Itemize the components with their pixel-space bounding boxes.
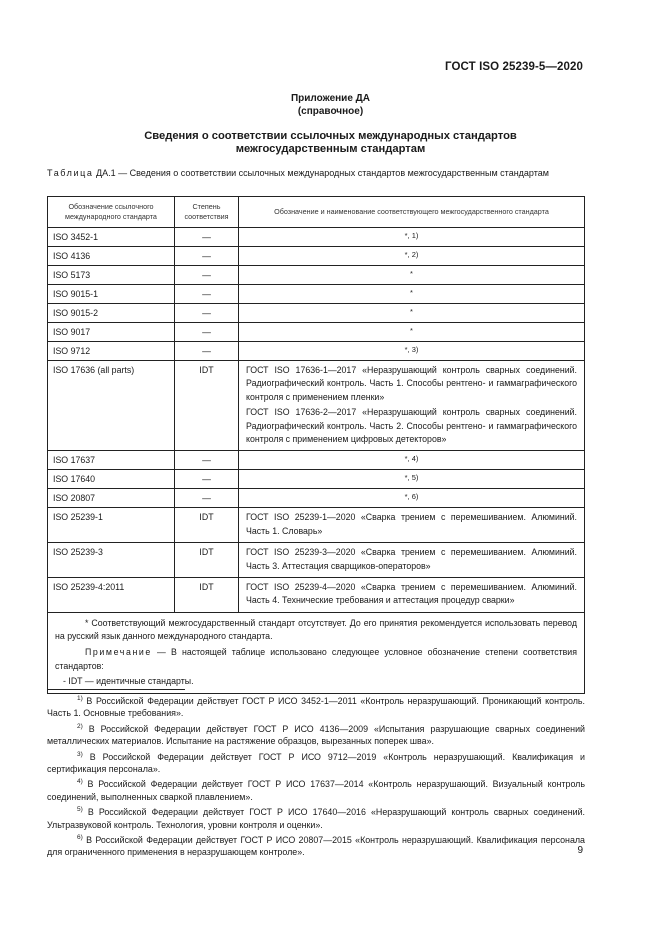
cell-standard: ISO 17636 (all parts)	[48, 361, 175, 451]
footnote	[47, 832, 585, 859]
cell-standard: ISO 25239-3	[48, 543, 175, 578]
footnote-text: В Российской Федерации действует ГОСТ Р ИСО 20807—2015 «Контроль неразрушающий. Квалификация персонала для ограниченного применения в неразрушающем контроле».	[47, 834, 585, 858]
cell-degree: —	[175, 323, 239, 342]
table-row	[48, 342, 585, 361]
cell-standard: ISO 25239-1	[48, 508, 175, 543]
footnote-text: В Российской Федерации действует ГОСТ Р ИСО 4136—2009 «Испытания разрушающие сварных соединений металлических материалов. Испытание на растяжение образцов, вырезанных поперек шва».	[47, 723, 585, 747]
header-international-standard: Обозначение ссылочного международного стандарта	[48, 197, 175, 228]
table-caption-prefix: Таблица	[47, 168, 94, 178]
cell-reference: ГОСТ ISO 25239-1—2020 «Сварка трением с перемешиванием. Алюминий. Часть 1. Словарь»	[239, 508, 585, 543]
cell-degree: IDT	[175, 543, 239, 578]
cell-standard: ISO 9015-2	[48, 304, 175, 323]
cell-standard: ISO 25239-4:2011	[48, 578, 175, 613]
footnote-text: В Российской Федерации действует ГОСТ Р ИСО 3452-1—2011 «Контроль неразрушающий. Проникающий контроль. Часть 1. Основные требования».	[47, 695, 585, 719]
cell-degree: —	[175, 285, 239, 304]
footnote-number: 2)	[77, 722, 83, 730]
footnote-number: 3)	[77, 750, 83, 758]
cell-degree: —	[175, 342, 239, 361]
footnote-number: 6)	[77, 833, 83, 841]
table-row	[48, 266, 585, 285]
cell-standard: ISO 5173	[48, 266, 175, 285]
cell-reference: *, 2)	[239, 247, 585, 266]
table-row	[48, 451, 585, 470]
footnote-divider	[47, 689, 185, 690]
cell-reference	[239, 361, 585, 451]
table-row	[48, 323, 585, 342]
table-row	[48, 361, 585, 451]
cell-reference: *	[239, 323, 585, 342]
note-text: — В настоящей таблице использовано следующее условное обозначение степени соответствия стандартов:	[55, 647, 577, 671]
cell-standard: ISO 9017	[48, 323, 175, 342]
cell-degree: —	[175, 266, 239, 285]
table-row	[48, 285, 585, 304]
table-row	[48, 304, 585, 323]
cell-reference: ГОСТ ISO 25239-4—2020 «Сварка трением с перемешиванием. Алюминий. Часть 4. Технические требования и аттестация процедур сварки»	[239, 578, 585, 613]
footnote	[47, 776, 585, 803]
cell-standard: ISO 3452-1	[48, 228, 175, 247]
cell-reference: *, 4)	[239, 451, 585, 470]
table-row	[48, 578, 585, 613]
cell-reference: *	[239, 285, 585, 304]
cell-standard: ISO 9015-1	[48, 285, 175, 304]
table-header-row	[48, 197, 585, 228]
footnote	[47, 804, 585, 831]
footnote-number: 5)	[77, 806, 83, 814]
table-row	[48, 543, 585, 578]
table-row	[48, 489, 585, 508]
appendix-title: Приложение ДА	[290, 93, 371, 104]
footnotes	[47, 693, 585, 860]
cell-degree: —	[175, 489, 239, 508]
table-row	[48, 228, 585, 247]
table-caption-text: ДА.1 — Сведения о соответствии ссылочных международных стандартов межгосударственным стандартам	[93, 168, 549, 178]
reference-paragraph: ГОСТ ISO 17636-2—2017 «Неразрушающий контроль сварных соединений. Радиографический контроль. Часть 2. Способы рентгено- и гаммаграфического контроля с применением цифровых детекторов»	[246, 407, 577, 445]
cell-reference: *	[239, 304, 585, 323]
footnote-text: В Российской Федерации действует ГОСТ Р ИСО 9712—2019 «Контроль неразрушающий. Квалификация и сертификация персонала».	[47, 751, 585, 774]
footnote	[47, 721, 585, 748]
document-code: ГОСТ ISO 25239-5—2020	[445, 61, 583, 73]
appendix-heading: Сведения о соответствии ссылочных международных стандартов межгосударственным стандартам	[144, 130, 517, 155]
cell-reference: ГОСТ ISO 25239-3—2020 «Сварка трением с перемешиванием. Алюминий. Часть 3. Аттестация сварщиков-операторов»	[239, 543, 585, 578]
reference-paragraph: ГОСТ ISO 17636-1—2017 «Неразрушающий контроль сварных соединений. Радиографический контроль. Часть 1. Способы рентгено- и гаммаграфического контроля с применением пленки»	[246, 365, 577, 402]
cell-degree: IDT	[175, 578, 239, 613]
correspondence-table	[47, 196, 585, 694]
cell-degree: —	[175, 470, 239, 489]
footnote-text: В Российской Федерации действует ГОСТ Р ИСО 17640—2016 «Неразрушающий контроль сварных соединений. Ультразвуковой контроль. Технология, уровни контроля и оценки».	[47, 807, 585, 830]
footnote	[47, 749, 585, 776]
cell-standard: ISO 20807	[48, 489, 175, 508]
cell-degree: IDT	[175, 361, 239, 451]
cell-standard: ISO 17637	[48, 451, 175, 470]
cell-reference: *, 1)	[239, 228, 585, 247]
footnote-number: 1)	[77, 695, 83, 702]
header-interstate-standard: Обозначение и наименование соответствующего межгосударственного стандарта	[239, 197, 585, 228]
table-caption	[47, 167, 585, 179]
cell-reference: *, 6)	[239, 489, 585, 508]
cell-degree: —	[175, 247, 239, 266]
cell-degree: IDT	[175, 508, 239, 543]
footnote-text: В Российской Федерации действует ГОСТ Р ИСО 17637—2014 «Контроль неразрушающий. Визуальный контроль соединений, выполненных сваркой плавлением».	[47, 779, 585, 802]
cell-standard: ISO 4136	[48, 247, 175, 266]
table-row	[48, 470, 585, 489]
page-number: 9	[577, 845, 583, 856]
cell-reference: *, 3)	[239, 342, 585, 361]
footnote-number: 4)	[77, 778, 83, 786]
asterisk-note: * Соответствующий межгосударственный стандарт отсутствует. До его принятия рекомендуется использовать перевод на русский язык данного международного стандарта.	[55, 617, 577, 642]
cell-degree: —	[175, 451, 239, 470]
footnote	[47, 693, 585, 720]
cell-degree: —	[175, 304, 239, 323]
table-row	[48, 508, 585, 543]
table-notes	[48, 612, 585, 693]
cell-standard: ISO 9712	[48, 342, 175, 361]
cell-reference: *, 5)	[239, 470, 585, 489]
header-degree: Степень соответствия	[175, 197, 239, 228]
cell-degree: —	[175, 228, 239, 247]
note-label: Примечание	[85, 647, 152, 658]
table-row	[48, 247, 585, 266]
cell-standard: ISO 17640	[48, 470, 175, 489]
table-note	[55, 646, 577, 673]
table-footer-row	[48, 612, 585, 693]
cell-reference: *	[239, 266, 585, 285]
degree-legend: - IDT — идентичные стандарты.	[63, 676, 194, 687]
appendix-subtitle: (справочное)	[297, 106, 364, 117]
